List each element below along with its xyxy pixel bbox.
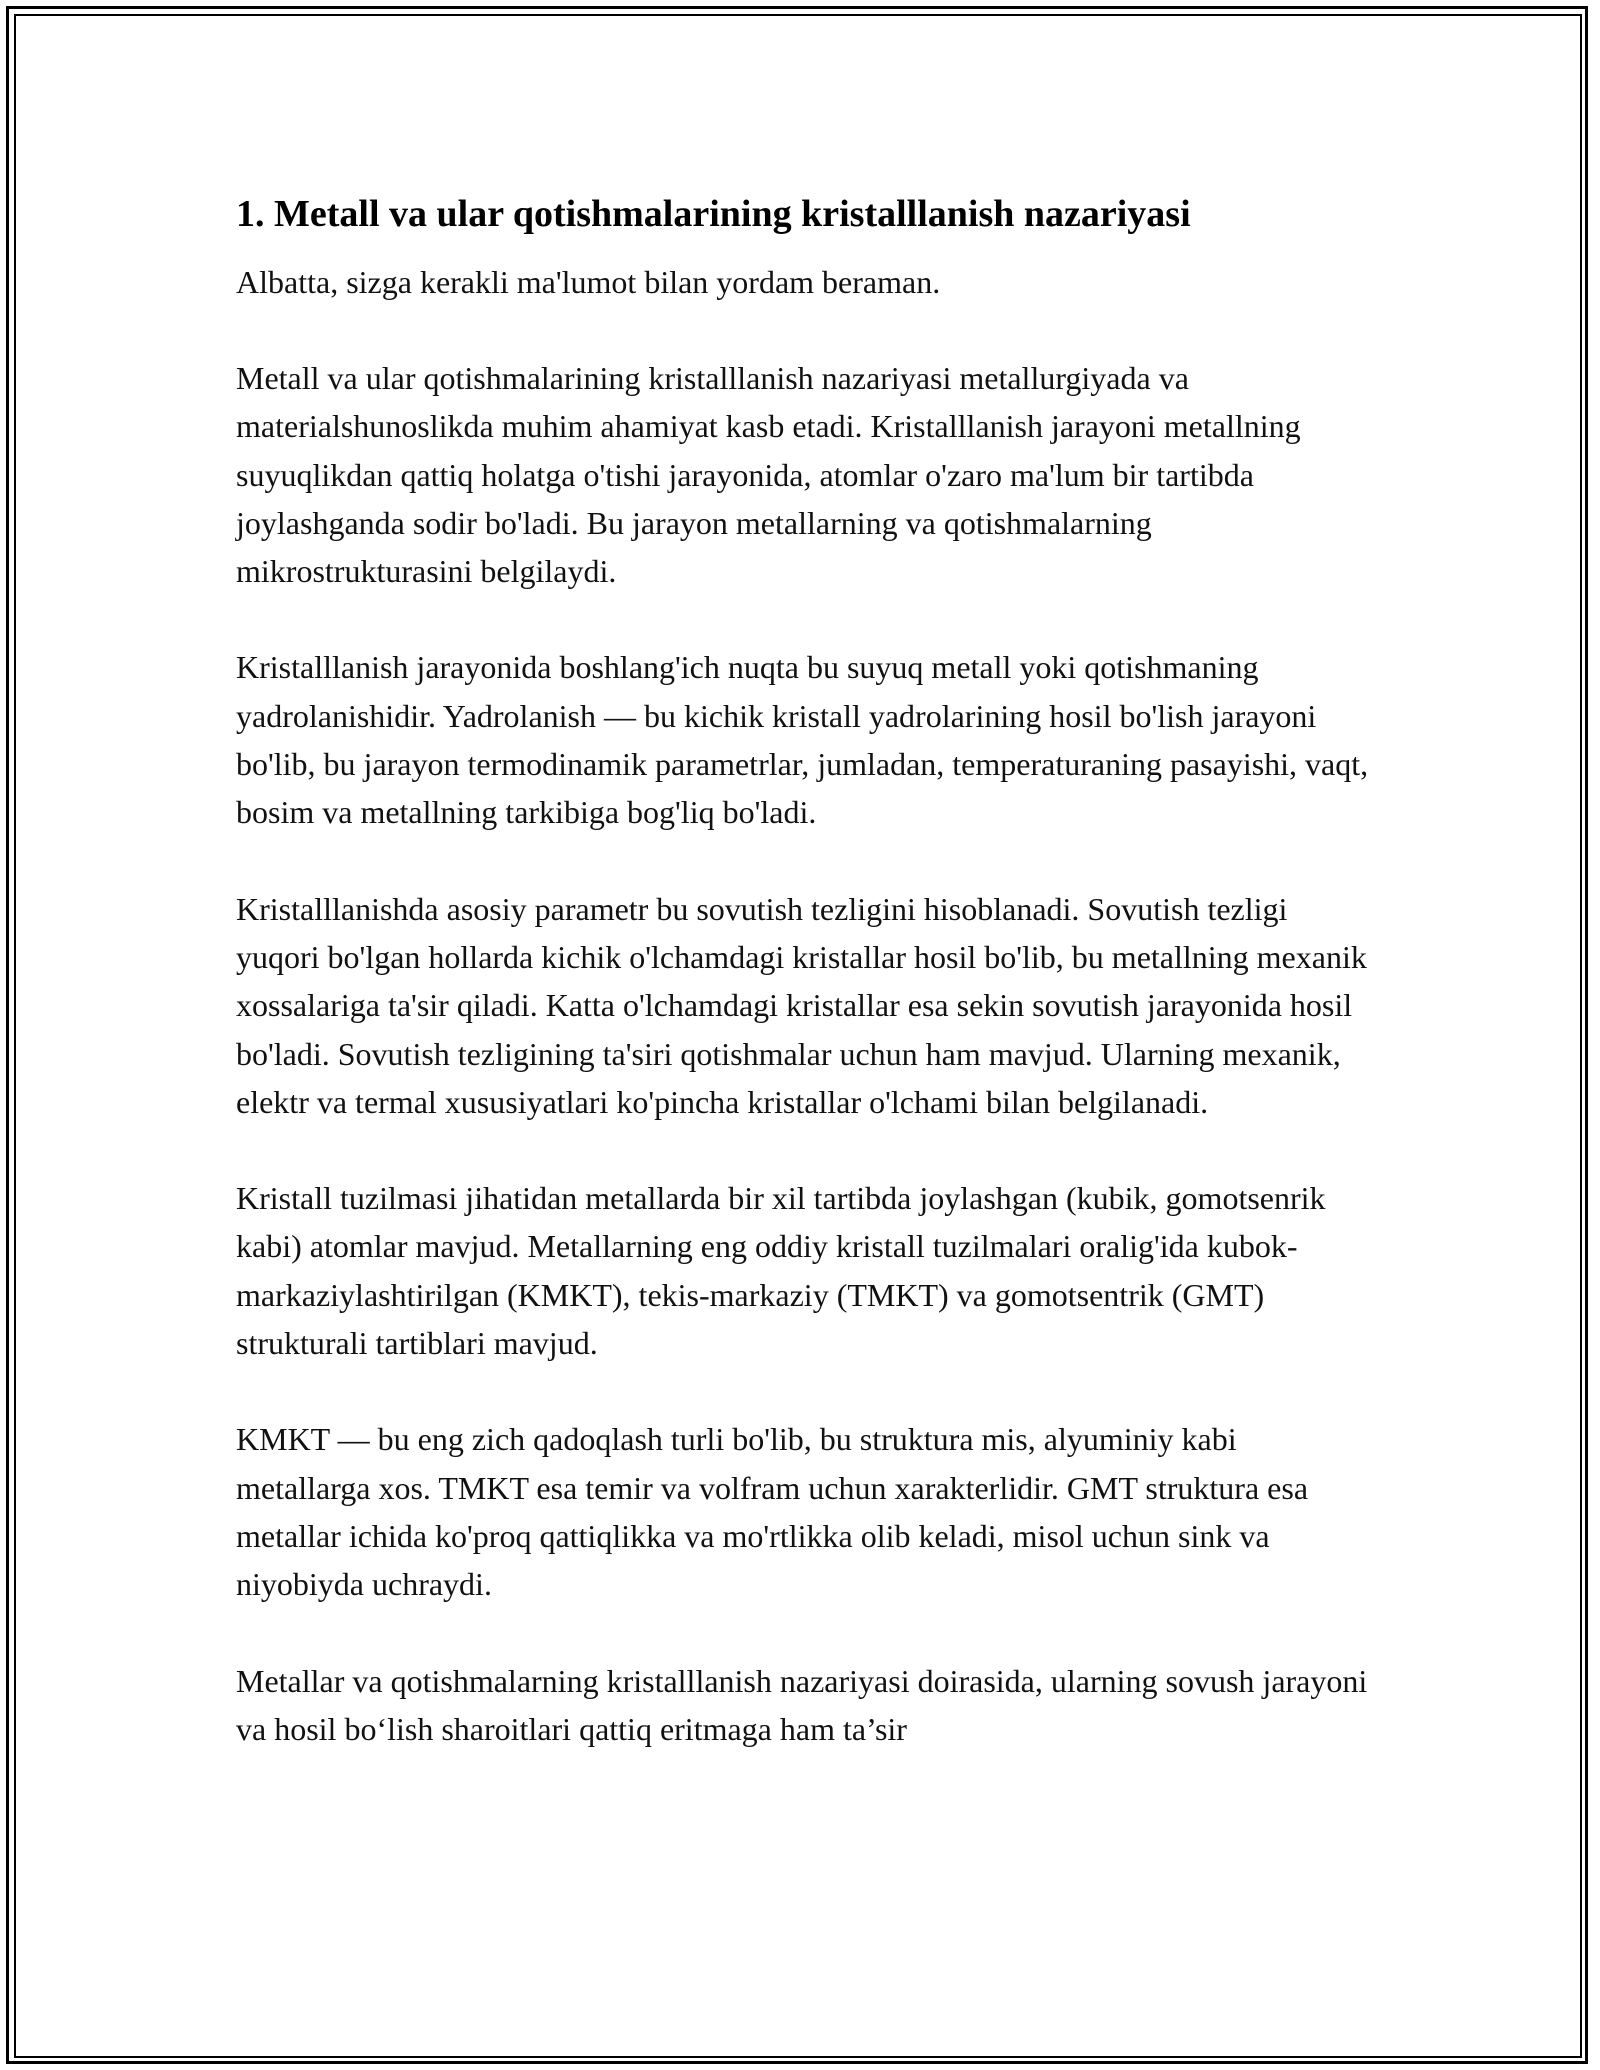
document-body: [236, 188, 1376, 1753]
intro-paragraph: Albatta, sizga kerakli ma'lumot bilan yordam beraman.: [236, 264, 941, 300]
paragraph-4: Kristall tuzilmasi jihatidan metallarda bir xil tartibda joylashgan (kubik, gomotsenrik kabi) atomlar mavjud. Metallarning eng oddiy kristall tuzilmalari oralig'ida kubok-markaziylashtirilgan (KMKT), tekis-markaziy (TMKT) va gomotsentrik (GMT) strukturali tartiblari mavjud.: [236, 1180, 1326, 1362]
paragraph-5: KMKT — bu eng zich qadoqlash turli bo'lib, bu struktura mis, alyuminiy kabi metallarga xos. TMKT esa temir va volfram uchun xarakterlidir. GMT struktura esa metallar ichida ko'proq qattiqlikka va mo'rtlikka olib keladi, misol uchun sink va niyobiyda uchraydi.: [236, 1421, 1309, 1603]
paragraph-2: Kristalllanish jarayonida boshlang'ich nuqta bu suyuq metall yoki qotishmaning yadrolanishidir. Yadrolanish — bu kichik kristall yadrolarining hosil bo'lish jarayoni bo'lib, bu jarayon termodinamik parametrlar, jumladan, temperaturaning pasayishi, vaqt, bosim va metallning tarkibiga bog'liq bo'ladi.: [236, 649, 1369, 831]
paragraph-3: Kristalllanishda asosiy parametr bu sovutish tezligini hisoblanadi. Sovutish tezligi yuqori bo'lgan hollarda kichik o'lchamdagi kristallar hosil bo'lib, bu metallning mexanik xossalariga ta'sir qiladi. Katta o'lchamdagi kristallar esa sekin sovutish jarayonida hosil bo'ladi. Sovutish tezligining ta'siri qotishmalar uchun ham mavjud. Ularning mexanik, elektr va termal xususiyatlari ko'pincha kristallar o'lchami bilan belgilanadi.: [236, 890, 1367, 1120]
page-title: 1. Metall va ular qotishmalarining kristalllanish nazariyasi: [236, 193, 1191, 235]
paragraph-1: Metall va ular qotishmalarining kristalllanish nazariyasi metallurgiyada va materialshunoslikda muhim ahamiyat kasb etadi. Kristalllanish jarayoni metallning suyuqlikdan qattiq holatga o'tishi jarayonida, atomlar o'zaro ma'lum bir tartibda joylashganda sodir bo'ladi. Bu jarayon metallarning va qotishmalarning mikrostrukturasini belgilaydi.: [236, 360, 1301, 590]
paragraph-6: Metallar va qotishmalarning kristalllanish nazariyasi doirasida, ularning sovush jarayoni va hosil bo‘lish sharoitlari qattiq eritmaga ham ta’sir: [236, 1662, 1368, 1747]
